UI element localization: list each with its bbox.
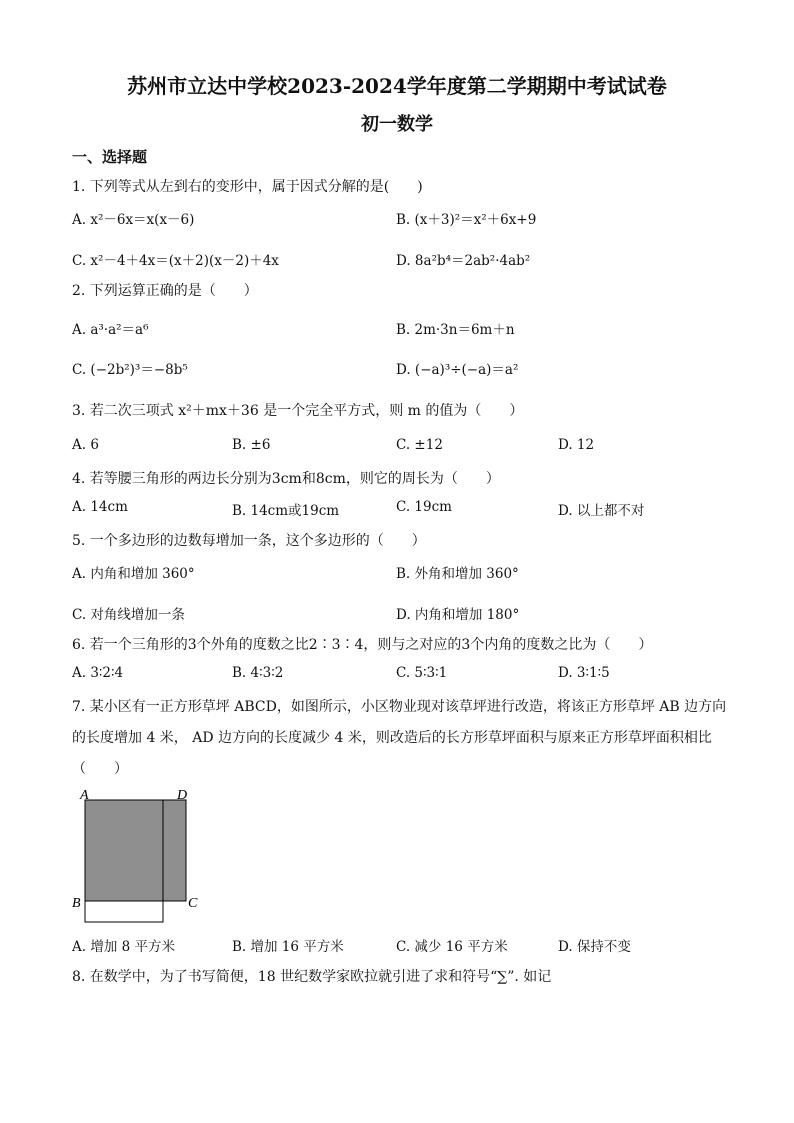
question-6-option-b: B. 4∶3∶2: [232, 665, 284, 681]
question-3-stem: 3. 若二次三项式 x²＋mx＋36 是一个完全平方式，则 m 的值为（ ）: [72, 403, 524, 419]
question-1-stem: 1. 下列等式从左到右的变形中，属于因式分解的是( ): [72, 179, 423, 195]
question-1-option-c: C. x²－4＋4x＝(x＋2)(x－2)＋4x: [72, 253, 279, 269]
question-4-option-d: D. 以上都不对: [558, 503, 645, 519]
section-heading: 一、选择题: [72, 148, 148, 166]
question-7-stem-line-2: 的长度增加 4 米， AD 边方向的长度减少 4 米，则改造后的长方形草坪面积与原来正方形草坪面积相比: [72, 730, 712, 746]
question-7-option-c: C. 减少 16 平方米: [396, 939, 508, 955]
original-square: [85, 800, 186, 901]
question-2-stem: 2. 下列运算正确的是（ ）: [72, 283, 258, 299]
question-6-option-d: D. 3∶1∶5: [558, 665, 610, 681]
question-7-stem-line-3: （ ）: [72, 761, 128, 777]
vertex-c-label: C: [188, 896, 198, 911]
question-5-option-b: B. 外角和增加 360°: [396, 566, 519, 582]
question-7-option-a: A. 增加 8 平方米: [72, 939, 176, 955]
question-6-stem: 6. 若一个三角形的3个外角的度数之比2∶3∶4，则与之对应的3个内角的度数之比为（ ）: [72, 637, 653, 653]
question-4-option-b: B. 14cm或19cm: [232, 503, 340, 519]
question-4-option-a: A. 14cm: [72, 499, 128, 515]
question-8-stem: 8. 在数学中，为了书写简便，18 世纪数学家欧拉就引进了求和符号“∑”. 如记: [72, 969, 552, 985]
question-6-option-a: A. 3∶2∶4: [72, 665, 124, 681]
vertex-b-label: B: [72, 896, 81, 911]
question-4-option-c: C. 19cm: [396, 499, 452, 515]
question-3-option-a: A. 6: [72, 437, 99, 453]
question-2-option-c: C. (−2b²)³＝−8b⁵: [72, 362, 188, 378]
question-1-option-d: D. 8a²b⁴＝2ab²·4ab²: [396, 253, 531, 269]
question-3-option-d: D. 12: [558, 437, 595, 453]
question-5-option-d: D. 内角和增加 180°: [396, 607, 520, 623]
exam-title: 苏州市立达中学校2023-2024学年度第二学期期中考试试卷: [127, 74, 667, 98]
question-7-stem-line-1: 7. 某小区有一正方形草坪 ABCD，如图所示，小区物业现对该草坪进行改造，将该正方形草坪 AB 边方向: [72, 699, 727, 715]
vertex-d-label: D: [177, 788, 188, 803]
question-1-option-a: A. x²－6x＝x(x－6): [72, 212, 195, 228]
question-5-stem: 5. 一个多边形的边数每增加一条，这个多边形的（ ）: [72, 533, 426, 549]
question-5-option-c: C. 对角线增加一条: [72, 607, 185, 623]
question-4-stem: 4. 若等腰三角形的两边长分别为3cm和8cm，则它的周长为（ ）: [72, 471, 500, 487]
vertex-a-label: A: [80, 788, 89, 803]
question-7-option-b: B. 增加 16 平方米: [232, 939, 344, 955]
question-6-option-c: C. 5∶3∶1: [396, 665, 448, 681]
question-3-option-c: C. ±12: [396, 437, 443, 453]
question-5-option-a: A. 内角和增加 360°: [72, 566, 195, 582]
exam-subtitle: 初一数学: [361, 114, 433, 135]
question-2-option-d: D. (−a)³÷(−a)＝a²: [396, 362, 519, 378]
question-7-option-d: D. 保持不变: [558, 939, 631, 955]
square-lawn-figure: [70, 784, 210, 926]
question-2-option-b: B. 2m·3n＝6m＋n: [396, 322, 515, 338]
question-3-option-b: B. ±6: [232, 437, 271, 453]
question-1-option-b: B. (x＋3)²＝x²＋6x+9: [396, 212, 537, 228]
question-2-option-a: A. a³·a²＝a⁶: [72, 322, 149, 338]
